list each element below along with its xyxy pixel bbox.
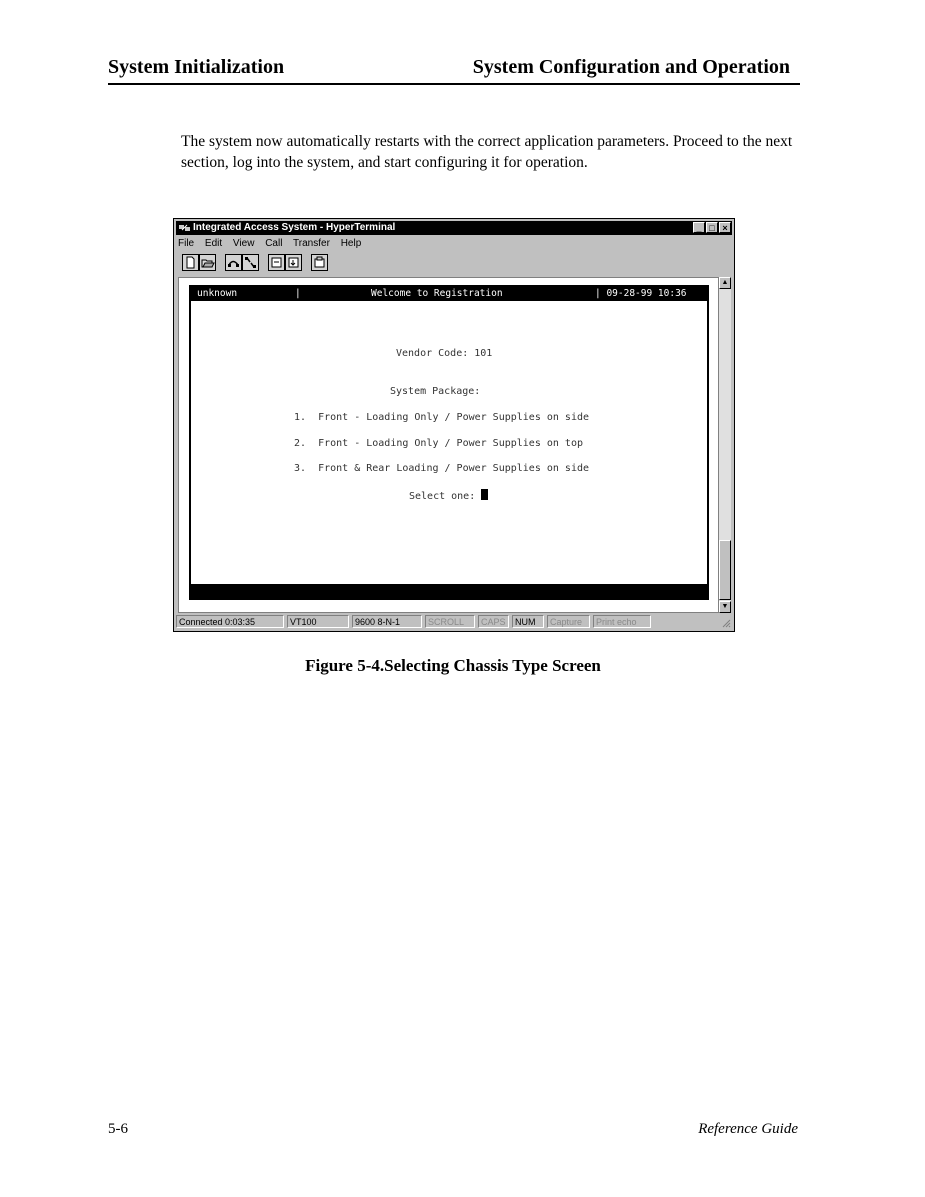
scroll-down-icon: ▼ — [721, 603, 729, 610]
status-print-echo: Print echo — [593, 615, 651, 628]
header-left-title: System Initialization — [108, 56, 285, 78]
resize-grip-icon[interactable] — [721, 618, 731, 628]
menu-edit[interactable]: Edit — [204, 238, 223, 249]
maximize-button[interactable] — [706, 222, 718, 233]
terminal-datetime: | 09-28-99 10:36 — [595, 288, 687, 299]
toolbar — [182, 254, 328, 274]
select-prompt: Select one: — [409, 491, 482, 502]
properties-icon — [312, 255, 327, 270]
text-cursor — [481, 489, 488, 500]
receive-button[interactable] — [285, 254, 302, 271]
figure-caption: Figure 5-4.Selecting Chassis Type Screen — [305, 656, 601, 675]
terminal-screen-title: Welcome to Registration — [371, 288, 503, 299]
new-icon — [183, 255, 198, 270]
close-icon: × — [722, 223, 728, 233]
send-icon — [269, 255, 284, 270]
menu-call[interactable]: Call — [265, 238, 283, 249]
window-titlebar[interactable] — [176, 221, 732, 235]
scroll-down-button[interactable] — [719, 601, 731, 613]
terminal-status-line — [191, 287, 707, 301]
disconnect-icon — [243, 255, 258, 270]
new-button[interactable] — [182, 254, 199, 271]
minimize-icon: _ — [696, 223, 702, 233]
menu-option-3: 3. Front & Rear Loading / Power Supplies on side — [294, 463, 590, 474]
close-button[interactable] — [719, 222, 731, 233]
scroll-up-icon: ▲ — [721, 279, 729, 286]
window-title: Integrated Access System - HyperTerminal — [193, 222, 396, 233]
scroll-up-button[interactable] — [719, 277, 731, 289]
maximize-icon: □ — [709, 223, 715, 233]
receive-icon — [286, 255, 301, 270]
hyperterminal-app-icon — [179, 223, 190, 233]
properties-button[interactable] — [311, 254, 328, 271]
hyperterminal-window — [173, 218, 735, 632]
terminal-bottom-bar — [191, 584, 707, 598]
status-num: NUM — [512, 615, 544, 628]
status-connected: Connected 0:03:35 — [176, 615, 284, 628]
select-prompt-line — [409, 489, 488, 502]
connect-icon — [226, 255, 241, 270]
vendor-code: Vendor Code: 101 — [396, 348, 493, 359]
minimize-button[interactable] — [693, 222, 705, 233]
vertical-scrollbar[interactable] — [718, 277, 731, 613]
menu-help[interactable]: Help — [340, 238, 362, 249]
terminal-separator: | — [295, 288, 301, 299]
terminal-area[interactable] — [178, 277, 720, 613]
menu-option-1: 1. Front - Loading Only / Power Supplies on side — [294, 412, 590, 423]
status-settings: 9600 8-N-1 — [352, 615, 422, 628]
menu-view[interactable]: View — [232, 238, 255, 249]
footer-guide-title: Reference Guide — [698, 1121, 798, 1137]
header-rule — [108, 83, 800, 85]
menu-transfer[interactable]: Transfer — [293, 238, 330, 249]
send-button[interactable] — [268, 254, 285, 271]
terminal-user: unknown — [197, 288, 238, 299]
disconnect-button[interactable] — [242, 254, 259, 271]
open-icon — [200, 255, 215, 270]
header-right-title: System Configuration and Operation — [472, 56, 790, 78]
status-emulation: VT100 — [287, 615, 349, 628]
status-caps: CAPS — [478, 615, 509, 628]
terminal-screen — [189, 285, 709, 600]
page-number: 5-6 — [108, 1121, 128, 1137]
status-capture: Capture — [547, 615, 590, 628]
menu-option-2: 2. Front - Loading Only / Power Supplies on top — [294, 438, 583, 449]
menu-file[interactable]: File — [178, 238, 195, 249]
intro-paragraph: The system now automatically restarts with the correct application parameters. Proceed to the next section, log into the system, and start configuring it for operation. — [181, 133, 793, 171]
system-package-heading: System Package: — [390, 386, 481, 397]
connect-button[interactable] — [225, 254, 242, 271]
menu-bar — [178, 237, 369, 251]
scroll-thumb[interactable] — [719, 540, 731, 600]
open-button[interactable] — [199, 254, 216, 271]
status-bar — [176, 615, 732, 629]
status-scroll: SCROLL — [425, 615, 475, 628]
